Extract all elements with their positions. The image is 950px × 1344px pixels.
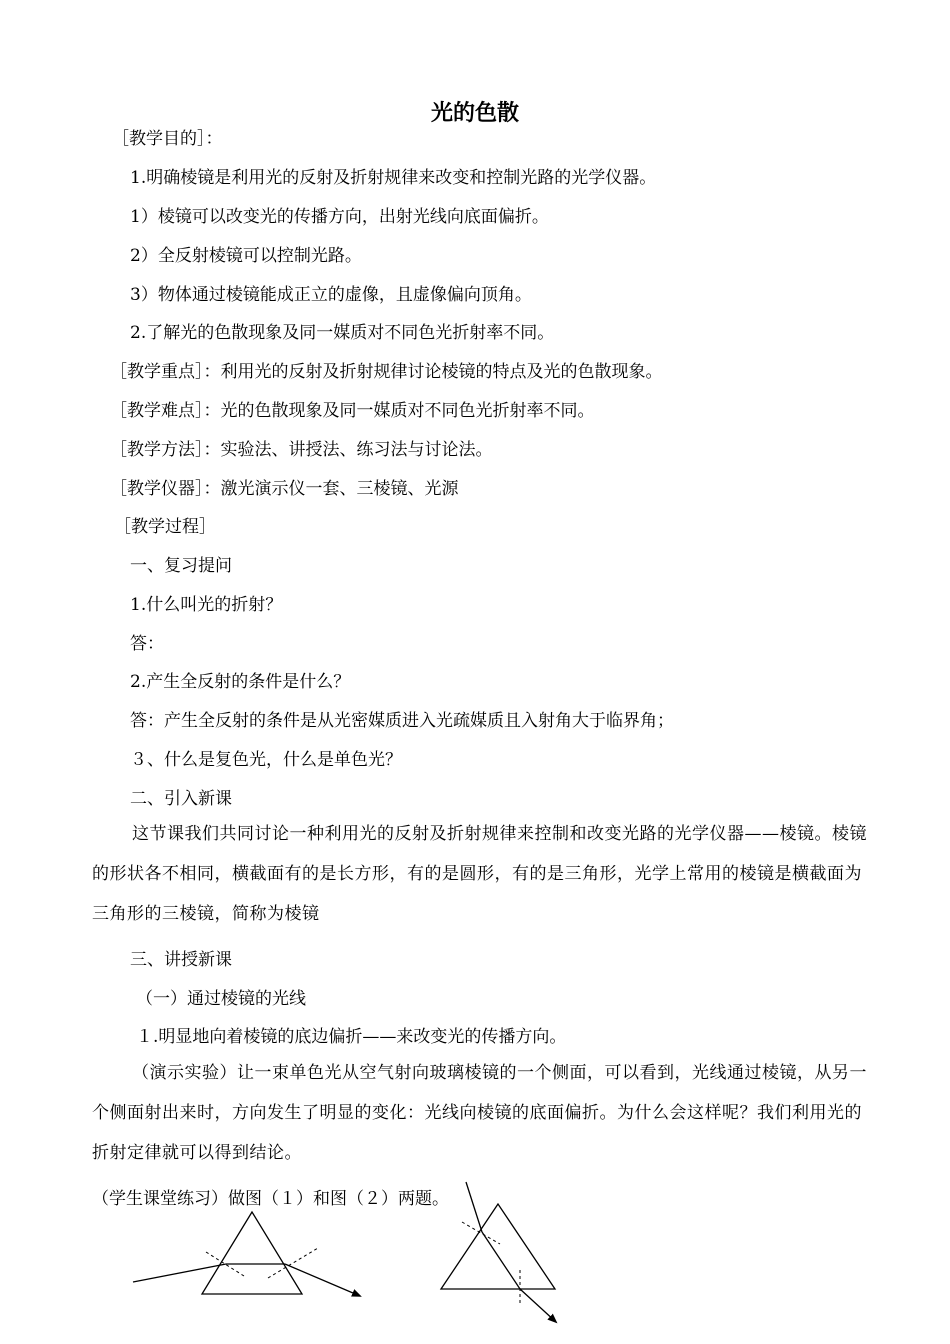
intro-heading: 二、引入新课 xyxy=(130,789,232,809)
subsection-heading: （一）通过棱镜的光线 xyxy=(136,989,306,1009)
page-title: 光的色散 xyxy=(430,101,519,126)
objective-1-3: 3）物体通过棱镜能成正立的虚像，且虚像偏向顶角。 xyxy=(130,285,532,305)
question-2: 2.产生全反射的条件是什么？ xyxy=(130,672,351,692)
teaching-equipment: ［教学仪器］：激光演示仪一套、三棱镜、光源 xyxy=(110,479,459,499)
normal-line-2a xyxy=(462,1222,500,1244)
figure-2-diagram xyxy=(441,1182,556,1322)
prism-2 xyxy=(441,1204,555,1289)
answer-1: 答： xyxy=(130,634,164,654)
exercise-line: （学生课堂练习）做图（１）和图（２）两题。 xyxy=(92,1189,449,1209)
emergent-ray-2 xyxy=(520,1289,556,1322)
objective-1-2: 2）全反射棱镜可以控制光路。 xyxy=(130,246,362,266)
figure-1-diagram xyxy=(133,1212,360,1296)
lecture-heading: 三、讲授新课 xyxy=(130,950,232,970)
refracted-ray-2 xyxy=(482,1232,520,1289)
incident-ray-2 xyxy=(466,1182,482,1232)
objective-1-1: 1）棱镜可以改变光的传播方向，出射光线向底面偏折。 xyxy=(130,207,549,227)
objective-2: 2.了解光的色散现象及同一媒质对不同色光折射率不同。 xyxy=(130,323,555,343)
demo-paragraph: （演示实验）让一束单色光从空气射向玻璃棱镜的一个侧面，可以看到，光线通过棱镜，从另一个侧面射出来时，方向发生了明显的变化：光线向棱镜的底面偏折。为什么会这样呢？我们利用光的折射定律就可以得到结论。 xyxy=(92,1063,867,1163)
teaching-methods: ［教学方法］：实验法、讲授法、练习法与讨论法。 xyxy=(110,440,493,460)
review-heading: 一、复习提问 xyxy=(130,556,232,576)
prism-1 xyxy=(202,1212,302,1294)
question-1: 1.什么叫光的折射？ xyxy=(130,595,283,615)
normal-line-1b xyxy=(268,1248,318,1278)
key-points: ［教学重点］：利用光的反射及折射规律讨论棱镜的特点及光的色散现象。 xyxy=(110,362,663,382)
intro-paragraph: 这节课我们共同讨论一种利用光的反射及折射规律来控制和改变光路的光学仪器——棱镜。棱镜的形状各不相同，横截面有的是长方形，有的是圆形，有的是三角形，光学上常用的棱镜是横截面为三角形的三棱镜，简称为棱镜 xyxy=(92,824,867,924)
point-1: １.明显地向着棱镜的底边偏折——来改变光的传播方向。 xyxy=(136,1027,567,1047)
incident-ray-1 xyxy=(133,1264,226,1282)
process-heading: ［教学过程］ xyxy=(114,517,216,537)
emergent-ray-1 xyxy=(285,1264,360,1296)
objective-1: 1.明确棱镜是利用光的反射及折射规律来改变和控制光路的光学仪器。 xyxy=(130,168,657,188)
question-3: ３、什么是复色光，什么是单色光？ xyxy=(130,750,402,770)
answer-2: 答：产生全反射的条件是从光密媒质进入光疏媒质且入射角大于临界角； xyxy=(130,711,674,731)
section-objectives-heading: ［教学目的］： xyxy=(112,129,223,149)
difficult-points: ［教学难点］：光的色散现象及同一媒质对不同色光折射率不同。 xyxy=(110,401,595,421)
